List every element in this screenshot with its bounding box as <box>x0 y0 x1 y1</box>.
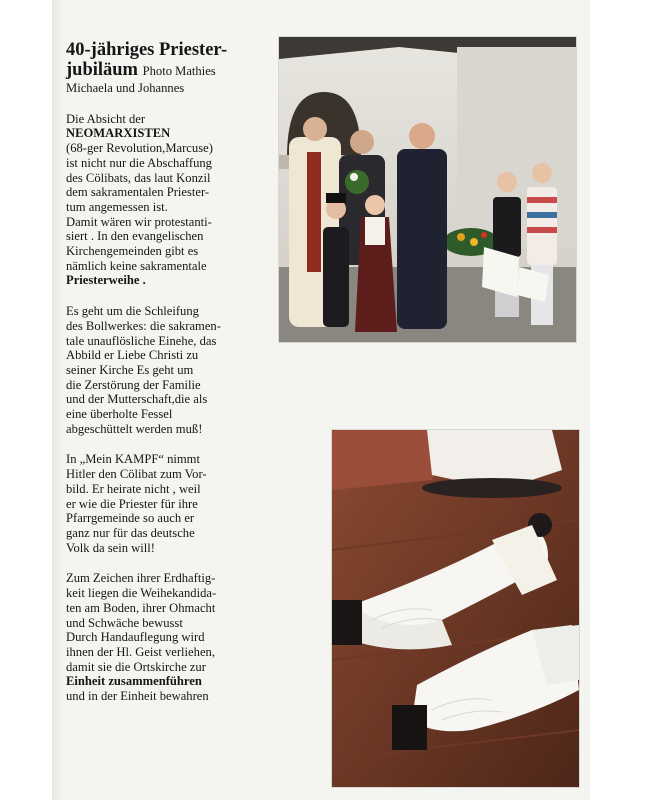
text-line: und in der Einheit bewahren <box>66 689 209 704</box>
text-line: des Cölibats, das laut Konzil <box>66 170 211 185</box>
paragraph-4 <box>66 571 271 703</box>
ordination-photo-illustration <box>332 430 579 787</box>
text-line: seiner Kirche Es geht um <box>66 362 194 377</box>
text-line: ganz nur für das deutsche <box>66 525 195 540</box>
text-line: Priesterweihe . <box>66 273 146 288</box>
text-line: Zum Zeichen ihrer Erdhaftig- <box>66 571 216 586</box>
text-line: und der Mutterschaft,die als <box>66 392 208 407</box>
text-line: ist nicht nur die Abschaffung <box>66 155 212 170</box>
jubilee-photo-illustration <box>279 37 576 342</box>
text-line: tale unauflösliche Einehe, das <box>66 333 217 348</box>
photo-credit: Photo Mathies <box>142 64 216 78</box>
title-line-2: jubiläum <box>66 60 138 80</box>
text-line: abgeschüttelt werden muß! <box>66 421 203 436</box>
page-edge-shadow <box>52 0 62 800</box>
text-line: eine überholte Fessel <box>66 407 173 422</box>
text-line: bild. Er heirate nicht , weil <box>66 481 201 496</box>
title-line-1: 40-jähriges Priester- <box>66 40 228 60</box>
text-line: Volk da sein will! <box>66 540 155 555</box>
text-line: Kirchengemeinden gibt es <box>66 244 199 259</box>
text-line: tum angemessen ist. <box>66 199 168 214</box>
article-text-column <box>66 40 271 720</box>
text-line: er wie die Priester für ihre <box>66 496 198 511</box>
text-line: siert . In den evangelischen <box>66 229 204 244</box>
text-line: damit sie die Ortskirche zur <box>66 659 206 674</box>
text-line: In „Mein KAMPF“ nimmt <box>66 452 200 467</box>
paragraph-3 <box>66 452 271 555</box>
text-line: Durch Handauflegung wird <box>66 630 205 645</box>
text-line: Die Absicht der <box>66 111 146 126</box>
text-line: die Zerstörung der Familie <box>66 377 201 392</box>
text-line: keit liegen die Weihekandida- <box>66 586 217 601</box>
text-line: Hitler den Cölibat zum Vor- <box>66 467 207 482</box>
text-line: NEOMARXISTEN <box>66 126 171 141</box>
text-line: und Schwäche bewusst <box>66 615 183 630</box>
article-subtitle: Michaela und Johannes <box>66 81 185 95</box>
article-title <box>66 40 271 81</box>
text-line: ten am Boden, ihrer Ohmacht <box>66 600 216 615</box>
paragraph-2 <box>66 304 271 436</box>
jubilee-group-photo <box>279 37 576 342</box>
text-line: Einheit zusammenführen <box>66 674 202 689</box>
paragraph-1 <box>66 112 271 288</box>
text-line: nämlich keine sakramentale <box>66 258 207 273</box>
text-line: ihnen der Hl. Geist verliehen, <box>66 644 215 659</box>
text-line: Es geht um die Schleifung <box>66 304 199 319</box>
text-line: Damit wären wir protestanti- <box>66 214 212 229</box>
text-line: (68-ger Revolution,Marcuse) <box>66 141 213 156</box>
ordination-photo <box>332 430 579 787</box>
text-line: des Bollwerkes: die sakramen- <box>66 318 221 333</box>
text-line: Abbild er Liebe Christi zu <box>66 348 199 363</box>
text-line: Pfarrgemeinde so auch er <box>66 511 195 526</box>
text-line: dem sakramentalen Priester- <box>66 185 210 200</box>
